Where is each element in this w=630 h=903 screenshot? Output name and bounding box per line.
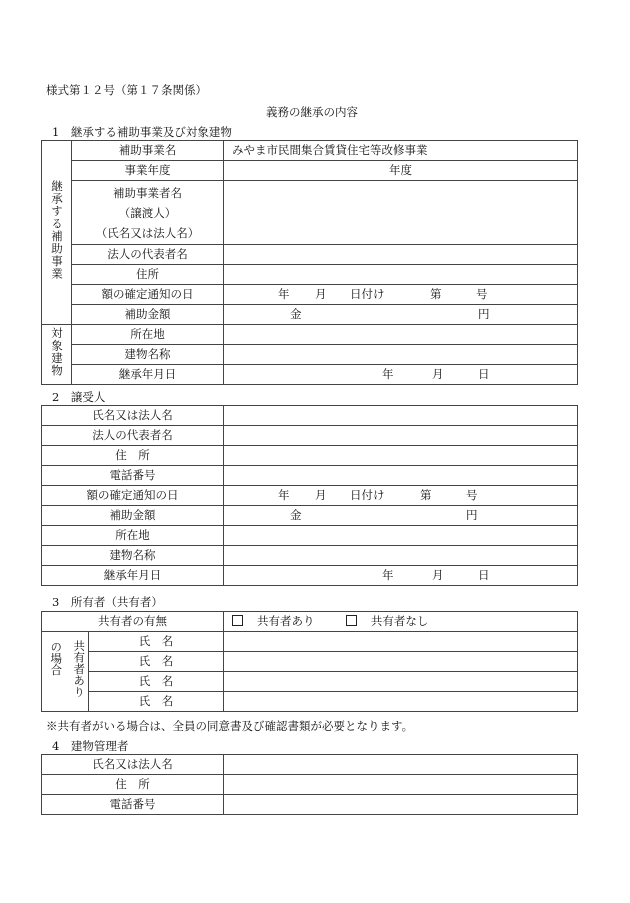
value-transferee-rep[interactable]: [224, 426, 578, 446]
value-subsidy-amount[interactable]: 金 円: [224, 305, 578, 325]
label-address: 住所: [72, 265, 224, 285]
label-transferee-rep: 法人の代表者名: [42, 426, 224, 446]
value-address[interactable]: [224, 265, 578, 285]
value-transferee-tel[interactable]: [224, 466, 578, 486]
option-coowner-no: 共有者なし: [370, 614, 429, 628]
label-manager-name: 氏名又は法人名: [42, 755, 224, 775]
value-business-name[interactable]: みやま市民間集合賃貸住宅等改修事業: [224, 141, 578, 161]
group-label-building: 対象建物: [42, 325, 72, 385]
value-coowner-presence: [224, 612, 578, 632]
label-transferee-name: 氏名又は法人名: [42, 406, 224, 426]
value-transferee-notice-date[interactable]: 年 月 日付け 第 号: [224, 486, 578, 506]
value-transferee-location[interactable]: [224, 526, 578, 546]
value-fiscal-year[interactable]: 年度: [224, 161, 578, 181]
section1-heading: 1 継承する補助事業及び対象建物: [52, 125, 232, 139]
side-label-case: の場合: [42, 632, 70, 712]
section1-table: [41, 140, 578, 385]
label-coowner-presence: 共有者の有無: [42, 612, 224, 632]
label-transferee-building: 建物名称: [42, 546, 224, 566]
label-owner-name-4: 氏 名: [89, 692, 224, 712]
value-notice-date[interactable]: 年 月 日付け 第 号: [224, 285, 578, 305]
label-representative: 法人の代表者名: [72, 245, 224, 265]
value-owner-name-3[interactable]: [224, 672, 578, 692]
value-location[interactable]: [224, 325, 578, 345]
label-succession-date: 継承年月日: [72, 365, 224, 385]
label-transferor: 補助事業者名 （譲渡人） （氏名又は法人名）: [72, 181, 224, 245]
checkbox-coowner-yes[interactable]: [232, 615, 243, 626]
label-owner-name-1: 氏 名: [89, 632, 224, 652]
value-manager-name[interactable]: [224, 755, 578, 775]
label-transferee-amount: 補助金額: [42, 506, 224, 526]
label-transferee-succession-date: 継承年月日: [42, 566, 224, 586]
label-manager-address: 住 所: [42, 775, 224, 795]
value-transferee-succession-date[interactable]: 年 月 日: [224, 566, 578, 586]
section3-table: [41, 611, 578, 712]
coowner-note: ※共有者がいる場合は、全員の同意書及び確認書類が必要となります。: [46, 719, 414, 733]
group-label-business: 継承する補助事業: [42, 141, 72, 325]
value-succession-date[interactable]: 年 月 日: [224, 365, 578, 385]
label-notice-date: 額の確定通知の日: [72, 285, 224, 305]
side-label-coowner: 共有者あり: [70, 632, 89, 712]
label-business-name: 補助事業名: [72, 141, 224, 161]
section2-table: [41, 405, 578, 586]
option-coowner-yes: 共有者あり: [257, 614, 315, 628]
label-owner-name-3: 氏 名: [89, 672, 224, 692]
section4-heading: 4 建物管理者: [52, 739, 129, 753]
value-transferee-address[interactable]: [224, 446, 578, 466]
value-owner-name-2[interactable]: [224, 652, 578, 672]
label-transferee-tel: 電話番号: [42, 466, 224, 486]
section3-heading: 3 所有者（共有者）: [52, 595, 163, 609]
label-building-name: 建物名称: [72, 345, 224, 365]
label-transferee-notice-date: 額の確定通知の日: [42, 486, 224, 506]
value-owner-name-4[interactable]: [224, 692, 578, 712]
section2-heading: 2 譲受人: [52, 390, 106, 404]
value-owner-name-1[interactable]: [224, 632, 578, 652]
value-building-name[interactable]: [224, 345, 578, 365]
label-transferee-location: 所在地: [42, 526, 224, 546]
label-subsidy-amount: 補助金額: [72, 305, 224, 325]
label-fiscal-year: 事業年度: [72, 161, 224, 181]
label-location: 所在地: [72, 325, 224, 345]
label-transferee-address: 住 所: [42, 446, 224, 466]
value-transferor[interactable]: [224, 181, 578, 245]
form-title: 義務の継承の内容: [266, 105, 358, 119]
value-transferee-name[interactable]: [224, 406, 578, 426]
value-manager-tel[interactable]: [224, 795, 578, 815]
label-owner-name-2: 氏 名: [89, 652, 224, 672]
value-transferee-amount[interactable]: 金 円: [224, 506, 578, 526]
value-representative[interactable]: [224, 245, 578, 265]
value-manager-address[interactable]: [224, 775, 578, 795]
value-transferee-building[interactable]: [224, 546, 578, 566]
label-manager-tel: 電話番号: [42, 795, 224, 815]
section4-table: [41, 754, 578, 815]
form-number: 様式第１２号（第１７条関係）: [46, 83, 207, 97]
checkbox-coowner-no[interactable]: [346, 615, 357, 626]
